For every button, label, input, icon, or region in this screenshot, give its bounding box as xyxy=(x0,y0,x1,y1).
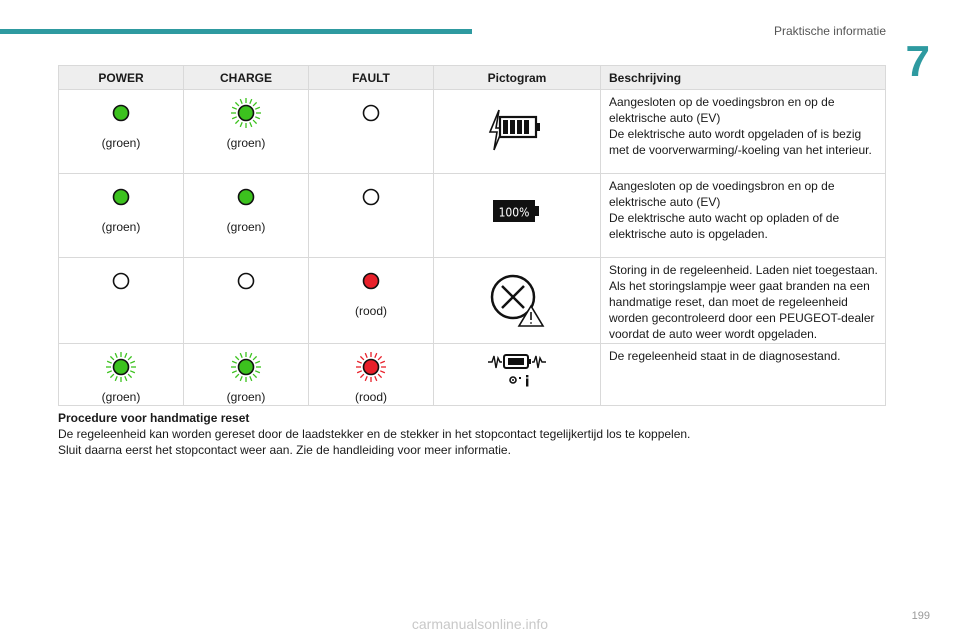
led-off-icon xyxy=(229,264,263,298)
led-color-label: (groen) xyxy=(226,220,266,234)
chapter-number: 7 xyxy=(905,37,930,86)
description-line: elektrische auto (EV) xyxy=(609,111,721,125)
procedure-section xyxy=(58,410,690,458)
description-line: Storing in de regeleenheid. Laden niet toegestaan. xyxy=(609,263,878,277)
led-off-icon xyxy=(354,96,388,130)
led-color-label: (groen) xyxy=(226,390,266,404)
battery-percent-text: 100% xyxy=(498,205,530,220)
page-number: 199 xyxy=(911,610,930,622)
led-color-label: (groen) xyxy=(226,136,266,150)
battery-diagnostic-icon xyxy=(486,350,548,392)
cell-description xyxy=(601,258,886,344)
description-line: De elektrische auto wordt opgeladen of is bezig xyxy=(609,127,862,141)
col-pictogram: Pictogram xyxy=(434,66,601,90)
cell-fault-led xyxy=(309,258,434,344)
description-line: De elektrische auto wacht op opladen of de xyxy=(609,211,840,225)
cell-power-led xyxy=(59,90,184,174)
table-header-row xyxy=(59,66,886,90)
procedure-text-2: Sluit daarna eerst het stopcontact weer aan. Zie de handleiding voor meer informatie. xyxy=(58,443,511,457)
led-on-icon xyxy=(104,180,138,214)
section-title: Praktische informatie xyxy=(773,24,886,38)
battery-charging-icon xyxy=(487,102,547,158)
led-color-label: (groen) xyxy=(101,220,141,234)
description-line: Aangesloten op de voedingsbron en op de xyxy=(609,95,835,109)
procedure-text-1: De regeleenheid kan worden gereset door de laadstekker en de stekker in het stopcontact tegelijkertijd los te koppelen. xyxy=(58,427,691,441)
cell-pictogram xyxy=(434,344,601,406)
cell-description xyxy=(601,90,886,174)
cell-pictogram xyxy=(434,174,601,258)
watermark: carmanualsonline.info xyxy=(411,616,549,632)
description-line: met de voorverwarming/-koeling van het interieur. xyxy=(609,143,872,157)
cell-power-led xyxy=(59,344,184,406)
description-line: voordat de auto weer wordt opgeladen. xyxy=(609,327,818,341)
cell-charge-led xyxy=(184,90,309,174)
cell-pictogram xyxy=(434,90,601,174)
table-row xyxy=(59,258,886,344)
led-blinking-icon xyxy=(104,350,138,384)
description-line: handmatige reset, dan moet de regeleenheid xyxy=(609,295,848,309)
description-line: De regeleenheid staat in de diagnosestand. xyxy=(609,349,841,363)
led-on-icon xyxy=(229,180,263,214)
cell-pictogram xyxy=(434,258,601,344)
col-power: POWER xyxy=(59,66,184,90)
col-description: Beschrijving xyxy=(601,66,886,90)
led-off-icon xyxy=(354,180,388,214)
led-off-icon xyxy=(104,264,138,298)
led-color-label: (rood) xyxy=(354,390,387,404)
cell-power-led xyxy=(59,258,184,344)
led-color-label: (groen) xyxy=(101,136,141,150)
table-row xyxy=(59,174,886,258)
cell-charge-led xyxy=(184,344,309,406)
led-blinking-icon xyxy=(229,96,263,130)
led-on-icon xyxy=(104,96,138,130)
led-blinking-icon xyxy=(229,350,263,384)
led-on-icon xyxy=(354,264,388,298)
status-table xyxy=(58,65,886,406)
description-line: Als het storingslampje weer gaat branden na een xyxy=(609,279,870,293)
description-line: elektrische auto (EV) xyxy=(609,195,721,209)
led-color-label: (groen) xyxy=(101,390,141,404)
cell-description xyxy=(601,174,886,258)
header-accent-bar xyxy=(0,29,472,34)
procedure-heading: Procedure voor handmatige reset xyxy=(58,411,250,425)
description-line: Aangesloten op de voedingsbron en op de xyxy=(609,179,835,193)
battery-full-icon xyxy=(487,192,547,232)
col-charge: CHARGE xyxy=(184,66,309,90)
cell-fault-led xyxy=(309,344,434,406)
led-blinking-icon xyxy=(354,350,388,384)
cell-fault-led xyxy=(309,90,434,174)
table-row xyxy=(59,344,886,406)
cell-charge-led xyxy=(184,258,309,344)
col-fault: FAULT xyxy=(309,66,434,90)
description-line: elektrische auto is opgeladen. xyxy=(609,227,768,241)
cell-fault-led xyxy=(309,174,434,258)
led-color-label: (rood) xyxy=(354,304,387,318)
cell-power-led xyxy=(59,174,184,258)
table-row xyxy=(59,90,886,174)
cell-charge-led xyxy=(184,174,309,258)
description-line: worden gecontroleerd door een PEUGEOT-dealer xyxy=(609,311,875,325)
fault-cross-warning-icon xyxy=(487,270,547,330)
cell-description xyxy=(601,344,886,406)
